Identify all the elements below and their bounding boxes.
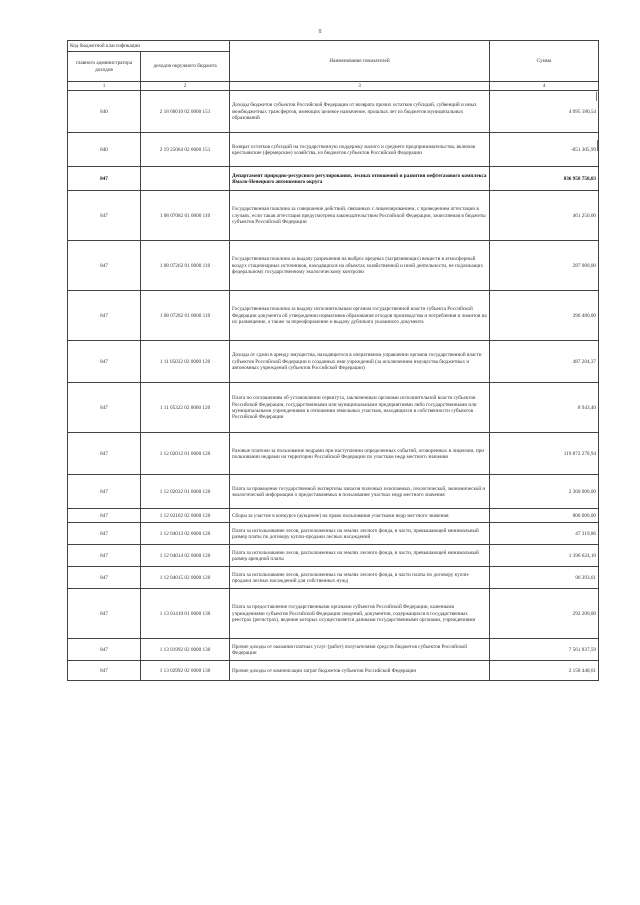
sum-cell: 487 204,37 bbox=[490, 341, 599, 383]
revenue-code-cell: 1 11 05322 02 0000 120 bbox=[141, 383, 230, 433]
sum-cell: 47 319,86 bbox=[490, 523, 599, 545]
sum-cell: 8 943,40 bbox=[490, 383, 599, 433]
sum-cell: 292 200,00 bbox=[490, 589, 599, 639]
classification-group-header: Код бюджетной классификации bbox=[68, 41, 230, 52]
sum-cell: 96 393,61 bbox=[490, 567, 599, 589]
admin-code-cell: 847 bbox=[68, 567, 141, 589]
admin-code-cell: 847 bbox=[68, 341, 141, 383]
indicator-name-cell: Государственная пошлина за выдачу исполнительным органом государственной власти субъекта Российской Федерации документа об утверждении нормативов образования отходов производства и потребления и лимитов на их размещение, а также за переоформление и выдачу дубликата указанного документа bbox=[230, 291, 490, 341]
table-row bbox=[68, 523, 599, 545]
table-row bbox=[68, 91, 599, 133]
table-row bbox=[68, 567, 599, 589]
indicator-name-cell: Плата за использование лесов, расположенных на землях лесного фонда, в части платы по договору купли-продажи лесных насаждений для собственных нужд bbox=[230, 567, 490, 589]
revenue-code-cell: 1 13 01992 02 0000 130 bbox=[141, 639, 230, 661]
indicator-name-cell: Плата за предоставление государственными органами субъектов Российской Федерации, казенными учреждениями субъектов Российской Федерации сведений, документов, содержащихся в государственных реестрах (регистрах), ведение которых осуществляется данными государственными органами, учреждениями bbox=[230, 589, 490, 639]
revenue-code-cell: 1 12 02102 02 0000 120 bbox=[141, 509, 230, 523]
sum-cell: 2 360 000,00 bbox=[490, 475, 599, 509]
table-row bbox=[68, 475, 599, 509]
table-row bbox=[68, 341, 599, 383]
admin-code-cell: 847 bbox=[68, 509, 141, 523]
indicator-name-cell: Плата за использование лесов, расположенных на землях лесного фонда, в части, превышающей минимальный размер арендной платы bbox=[230, 545, 490, 567]
indicator-name-cell: Прочие доходы от оказания платных услуг (работ) получателями средств бюджетов субъектов Российской Федерации bbox=[230, 639, 490, 661]
column-number: 3 bbox=[230, 82, 490, 91]
revenue-code-cell: 1 13 02992 02 0000 130 bbox=[141, 661, 230, 681]
table-row bbox=[68, 661, 599, 681]
admin-code-cell: 847 bbox=[68, 661, 141, 681]
sum-cell: 396 480,00 bbox=[490, 291, 599, 341]
revenue-code-cell: 1 08 07282 01 0000 110 bbox=[141, 291, 230, 341]
admin-column-header: главного администратора доходов bbox=[68, 52, 141, 82]
scan-mark bbox=[597, 140, 598, 151]
admin-code-cell: 847 bbox=[68, 475, 141, 509]
indicator-name-cell: Государственная пошлина за выдачу разрешения на выброс вредных (загрязняющих) веществ в атмосферный воздух стационарных источников, находящихся на объектах хозяйственной и иной деятельности, не подлежащих федеральному государственному экологическому контролю bbox=[230, 241, 490, 291]
revenue-code-cell: 1 08 07082 01 0000 110 bbox=[141, 191, 230, 241]
admin-code-cell: 840 bbox=[68, 91, 141, 133]
sum-cell: 287 000,00 bbox=[490, 241, 599, 291]
code-column-header: доходов окружного бюджета bbox=[141, 52, 230, 82]
revenue-code-cell: 1 12 04013 02 0000 120 bbox=[141, 523, 230, 545]
indicator-name-cell: Возврат остатков субсидий на государственную поддержку малого и среднего предпринимательства, включая крестьянские (фермерские) хозяйства, из бюджетов субъектов Российской Федерации bbox=[230, 133, 490, 167]
sum-cell: 836 958 758,03 bbox=[490, 167, 599, 191]
table-row bbox=[68, 133, 599, 167]
revenue-code-cell: 1 11 05032 02 0000 120 bbox=[141, 341, 230, 383]
table-row bbox=[68, 241, 599, 291]
revenue-code-cell bbox=[141, 167, 230, 191]
admin-code-cell: 847 bbox=[68, 523, 141, 545]
admin-code-cell: 847 bbox=[68, 589, 141, 639]
admin-code-cell: 847 bbox=[68, 291, 141, 341]
table-row bbox=[68, 545, 599, 567]
page-number: 8 bbox=[318, 29, 322, 35]
revenue-code-cell: 1 12 04014 02 0000 120 bbox=[141, 545, 230, 567]
column-number: 2 bbox=[141, 82, 230, 91]
indicator-name-cell: Плата за использование лесов, расположенных на землях лесного фонда, в части, превышающей минимальный размер платы по договору купли-продажи лесных насаждений bbox=[230, 523, 490, 545]
column-number: 1 bbox=[68, 82, 141, 91]
table-row bbox=[68, 383, 599, 433]
indicator-name-cell: Прочие доходы от компенсации затрат бюджетов субъектов Российской Федерации bbox=[230, 661, 490, 681]
sum-cell: 119 872 270,94 bbox=[490, 433, 599, 475]
sum-cell: 1 396 624,10 bbox=[490, 545, 599, 567]
indicator-name-cell: Государственная пошлина за совершение действий, связанных с лицензированием, с проведением аттестации в случаях, если такая аттестация предусмотрена законодательством Российской Федерации, зачисляемая в бюджеты субъектов Российской Федерации bbox=[230, 191, 490, 241]
revenue-code-cell: 2 18 60010 02 0000 151 bbox=[141, 91, 230, 133]
sum-cell: 2 158 448,01 bbox=[490, 661, 599, 681]
revenue-code-cell: 1 13 01410 01 0000 130 bbox=[141, 589, 230, 639]
indicator-name-cell: Плата по соглашениям об установлении сервитута, заключенным органами исполнительной власти субъектов Российской Федерации, государственными или муниципальными предприятиями либо государственными или муниципальными учреждениями в отношении земельных участков, находящихся в собственности субъектов Российской Федерации bbox=[230, 383, 490, 433]
indicator-name-cell: Разовые платежи за пользование недрами при наступлении определенных событий, оговоренных в лицензии, при пользовании недрами на территории Российской Федерации по участкам недр местного значения bbox=[230, 433, 490, 475]
scan-mark bbox=[596, 92, 597, 101]
indicator-name-cell: Департамент природно-ресурсного регулирования, лесных отношений и развития нефтегазового комплекса Ямало-Ненецкого автономного округа bbox=[230, 167, 490, 191]
indicator-name-cell: Доходы бюджетов субъектов Российской Федерации от возврата прочих остатков субсидий, субвенций и иных межбюджетных трансфертов, имеющих целевое назначение, прошлых лет из бюджетов муниципальных образований bbox=[230, 91, 490, 133]
sum-cell: 4 095 180,54 bbox=[490, 91, 599, 133]
sum-cell: -851 305,99 bbox=[490, 133, 599, 167]
sum-cell: 461 250,00 bbox=[490, 191, 599, 241]
table-row bbox=[68, 589, 599, 639]
table-row bbox=[68, 509, 599, 523]
admin-code-cell: 847 bbox=[68, 639, 141, 661]
sum-column-header: Сумма bbox=[490, 41, 599, 82]
name-column-header: Наименование показателей bbox=[230, 41, 490, 82]
admin-code-cell: 847 bbox=[68, 545, 141, 567]
table-row bbox=[68, 639, 599, 661]
admin-code-cell: 840 bbox=[68, 133, 141, 167]
admin-code-cell: 847 bbox=[68, 433, 141, 475]
admin-code-cell: 847 bbox=[68, 167, 141, 191]
column-number: 4 bbox=[490, 82, 599, 91]
table-row bbox=[68, 191, 599, 241]
admin-code-cell: 847 bbox=[68, 191, 141, 241]
admin-code-cell: 847 bbox=[68, 383, 141, 433]
admin-code-cell: 847 bbox=[68, 241, 141, 291]
revenue-code-cell: 1 12 02032 01 0000 120 bbox=[141, 475, 230, 509]
indicator-name-cell: Доходы от сдачи в аренду имущества, находящегося в оперативном управлении органов государственной власти субъектов Российской Федерации и созданных ими учреждений (за исключением имущества бюджетных и автономных учреждений субъектов Российской Федерации) bbox=[230, 341, 490, 383]
sum-cell: 7 561 837,59 bbox=[490, 639, 599, 661]
table-row bbox=[68, 291, 599, 341]
revenue-code-cell: 2 19 25064 02 0000 151 bbox=[141, 133, 230, 167]
revenue-code-cell: 1 12 02012 01 0000 120 bbox=[141, 433, 230, 475]
budget-revenue-table bbox=[67, 40, 599, 681]
revenue-code-cell: 1 08 07262 01 0000 110 bbox=[141, 241, 230, 291]
table-row bbox=[68, 433, 599, 475]
revenue-code-cell: 1 12 04015 02 0000 120 bbox=[141, 567, 230, 589]
indicator-name-cell: Плата за проведение государственной экспертизы запасов полезных ископаемых, геологической, экономической и экологической информации о предоставляемых в пользование участках недр местного значения bbox=[230, 475, 490, 509]
indicator-name-cell: Сборы за участие в конкурсе (аукционе) на право пользования участками недр местного значения bbox=[230, 509, 490, 523]
sum-cell: 800 000,00 bbox=[490, 509, 599, 523]
table-row bbox=[68, 167, 599, 191]
